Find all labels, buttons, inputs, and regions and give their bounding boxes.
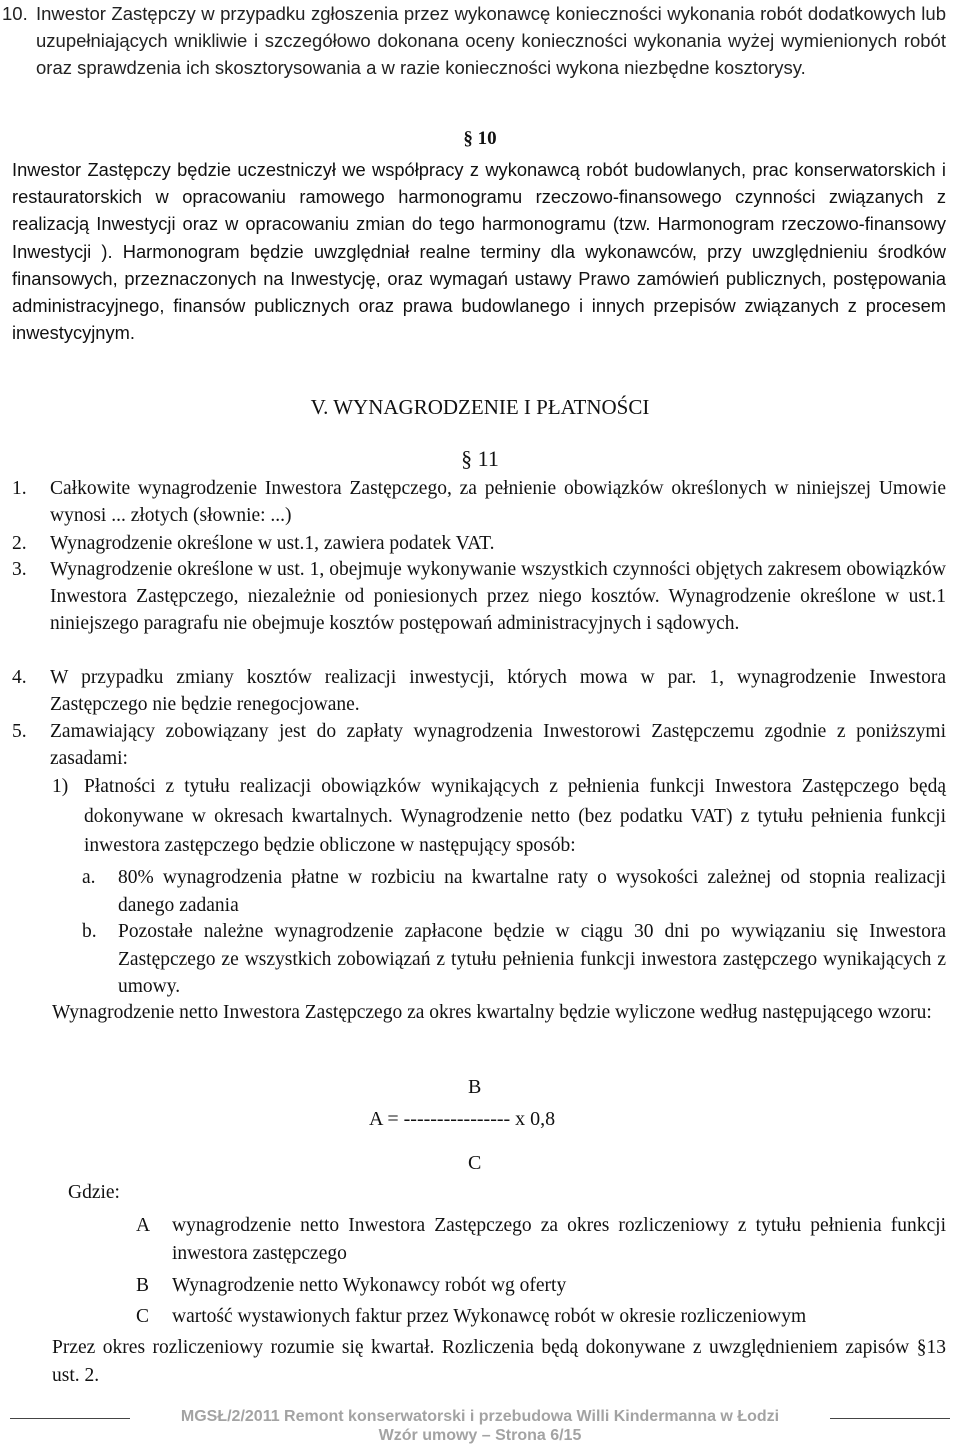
- item-1-text: Całkowite wynagrodzenie Inwestora Zastępczego, za pełnienie obowiązków określonych w niniejszej Umowie wynosi ... złotych (słownie: ...): [50, 478, 946, 526]
- letter-a: [82, 864, 946, 919]
- legend-a-text: wynagrodzenie netto Inwestora Zastępczego za okres rozliczeniowy z tytułu pełnienia funkcji inwestora zastępczego: [172, 1215, 946, 1264]
- item-5-text: Zamawiający zobowiązany jest do zapłaty wynagrodzenia Inwestorowi Zastępczemu zgodnie z poniższymi zasadami:: [50, 721, 946, 769]
- legend-b-key: B: [136, 1275, 150, 1296]
- item-2: [12, 530, 946, 557]
- item-4: [12, 664, 946, 718]
- section-11-title: § 11: [461, 446, 499, 471]
- subpoint-1-text: Płatności z tytułu realizacji obowiązków wynikających z pełnienia funkcji Inwestora Zastępczego będą dokonywane w okresach kwartalnych. Wynagrodzenie netto (bez podatku VAT) z tytułu pełnienia funkcji inwestora zastępczego będzie obliczone w następujący sposób:: [84, 776, 946, 856]
- section-10-title: § 10: [463, 128, 497, 149]
- formula-numerator: B: [468, 1076, 482, 1098]
- footer-line-2: Wzór umowy – Strona 6/15: [378, 1427, 582, 1444]
- formula-main: A = ---------------- x 0,8: [369, 1108, 556, 1130]
- item-4-text: W przypadku zmiany kosztów realizacji inwestycji, których mowa w par. 1, wynagrodzenie Inwestora Zastępczego nie będzie renegocjowane.: [50, 667, 946, 715]
- subpoint-1: [52, 772, 946, 861]
- subpoint-1-number: 1): [52, 776, 69, 797]
- legend-b-text: Wynagrodzenie netto Wykonawcy robót wg oferty: [172, 1275, 567, 1296]
- closing-text: Przez okres rozliczeniowy rozumie się kwartał. Rozliczenia będą dokonywane z uwzględnieniem zapisów §13 ust. 2.: [52, 1337, 946, 1386]
- item-2-text: Wynagrodzenie określone w ust.1, zawiera podatek VAT.: [50, 533, 495, 554]
- item-5: [12, 718, 946, 772]
- section-10-text: Inwestor Zastępczy będzie uczestniczył we współpracy z wykonawcą robót budowlanych, prac konserwatorskich i restauratorskich w opracowaniu ramowego harmonogramu rzeczowo-finansowego czynności związanych z realizacją Inwestycji oraz w opracowaniu zmian do tego harmonogramu (tzw. Harmonogram rzeczowo-finansowy Inwestycji ). Harmonogram będzie uwzględniał realne terminy dla wykonawców, przy uwzględnieniu środków finansowych, przeznaczonych na Inwestycję, oraz wymagań ustawy Prawo zamówień publicznych, postępowania administracyjnego, finansów publicznych oraz prawa budowlanego i innych przepisów związanych z procesem inwestycyjnym.: [12, 159, 946, 344]
- item-3-number: 3.: [12, 559, 27, 580]
- item-3: [12, 556, 946, 637]
- letter-a-marker: a.: [82, 867, 96, 888]
- footer-line-1: MGSŁ/2/2011 Remont konserwatorski i przebudowa Willi Kindermanna w Łodzi: [180, 1408, 780, 1425]
- item-1-number: 1.: [12, 478, 27, 499]
- letter-b: [82, 918, 946, 1001]
- item-1: [12, 475, 946, 529]
- legend-a-key: A: [136, 1215, 151, 1236]
- formula-intro: Wynagrodzenie netto Inwestora Zastępczego za okres kwartalny będzie wyliczone według następującego wzoru:: [52, 1002, 932, 1023]
- item-3-text: Wynagrodzenie określone w ust. 1, obejmuje wykonywanie wszystkich czynności objętych zakresem obowiązków Inwestora Zastępczego, niezależnie od poniesionych przez niego kosztów. Wynagrodzenie określone w ust.1 niniejszego paragrafu nie obejmuje kosztów postępowań administracyjnych i sądowych.: [50, 559, 946, 634]
- item-2-number: 2.: [12, 533, 27, 554]
- letter-a-text: 80% wynagrodzenia płatne w rozbiciu na kwartalne raty o wysokości zależnej od stopnia realizacji danego zadania: [118, 867, 946, 916]
- item-10-text: Inwestor Zastępczy w przypadku zgłoszenia przez wykonawcę konieczności wykonania robót dodatkowych lub uzupełniających wnikliwie i szczegółowo dokonana oceny konieczności wykonania wyżej wymienionych robót oraz sprawdzenia ich skosztorysowania a w razie konieczności wykona niezbędne kosztorysy.: [36, 3, 946, 78]
- item-10-number: 10.: [2, 3, 28, 24]
- item-4-number: 4.: [12, 667, 27, 688]
- letter-b-marker: b.: [82, 921, 97, 942]
- formula-denominator: C: [468, 1152, 482, 1174]
- legend-c-text: wartość wystawionych faktur przez Wykonawcę robót w okresie rozliczeniowym: [172, 1306, 807, 1327]
- chapter-heading: V. WYNAGRODZENIE I PŁATNOŚCI: [310, 395, 650, 419]
- legend-c-key: C: [136, 1306, 150, 1327]
- letter-b-text: Pozostałe należne wynagrodzenie zapłacone będzie w ciągu 30 dni po wywiązaniu się Inwestora Zastępczego ze wszystkich zobowiązań z tytułu pełnienia funkcji inwestora zastępczego wynikających z umowy.: [118, 921, 946, 997]
- where-label: Gdzie:: [68, 1182, 120, 1203]
- item-10: [0, 0, 960, 81]
- item-5-number: 5.: [12, 721, 27, 742]
